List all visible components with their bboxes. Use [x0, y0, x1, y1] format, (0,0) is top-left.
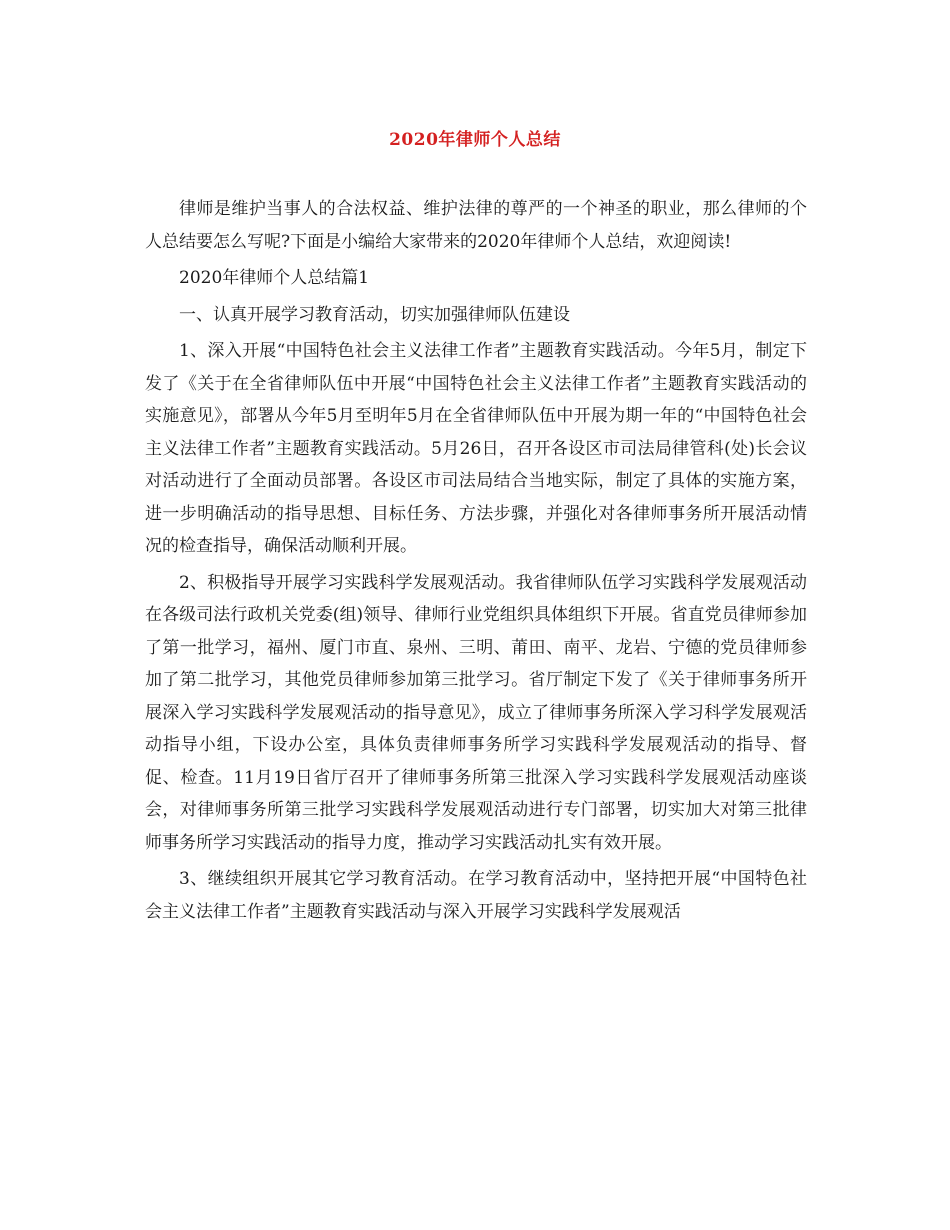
document-title: 2020年律师个人总结	[389, 130, 561, 150]
paragraph-item-2: 2、积极指导开展学习实践科学发展观活动。我省律师队伍学习实践科学发展观活动在各级司法行政机关党委(组)领导、律师行业党组织具体组织下开展。省直党员律师参加了第一批学习，福州、厦门市直、泉州、三明、莆田、南平、龙岩、宁德的党员律师参加了第二批学习，其他党员律师参加第三批学习。省厅制定下发了《关于律师事务所开展深入学习实践科学发展观活动的指导意见》，成立了律师事务所深入学习科学发展观活动指导小组，下设办公室，具体负责律师事务所学习实践科学发展观活动的指导、督促、检查。11月19日省厅召开了律师事务所第三批深入学习实践科学发展观活动座谈会，对律师事务所第三批学习实践科学发展观活动进行专门部署，切实加大对第三批律师事务所学习实践活动的指导力度，推动学习实践活动扎实有效开展。	[145, 572, 807, 853]
paragraph-item-3: 3、继续组织开展其它学习教育活动。在学习教育活动中，坚持把开展“中国特色社会主义法律工作者”主题教育实践活动与深入开展学习实践科学发展观活	[145, 869, 807, 922]
paragraph-intro: 律师是维护当事人的合法权益、维护法律的尊严的一个神圣的职业，那么律师的个人总结要怎么写呢?下面是小编给大家带来的2020年律师个人总结，欢迎阅读!	[145, 199, 807, 252]
document-body	[145, 193, 807, 932]
paragraph-item-1: 1、深入开展“中国特色社会主义法律工作者”主题教育实践活动。今年5月，制定下发了《关于在全省律师队伍中开展“中国特色社会主义法律工作者”主题教育实践活动的实施意见》，部署从今年5月至明年5月在全省律师队伍中开展为期一年的“中国特色社会主义法律工作者”主题教育实践活动。5月26日，召开各设区市司法局律管科(处)长会议对活动进行了全面动员部署。各设区市司法局结合当地实际，制定了具体的实施方案，进一步明确活动的指导思想、目标任务、方法步骤，并强化对各律师事务所开展活动情况的检查指导，确保活动顺利开展。	[145, 341, 807, 556]
paragraph-section-heading: 2020年律师个人总结篇1	[179, 268, 370, 288]
paragraph-subheading: 一、认真开展学习教育活动，切实加强律师队伍建设	[179, 304, 570, 325]
